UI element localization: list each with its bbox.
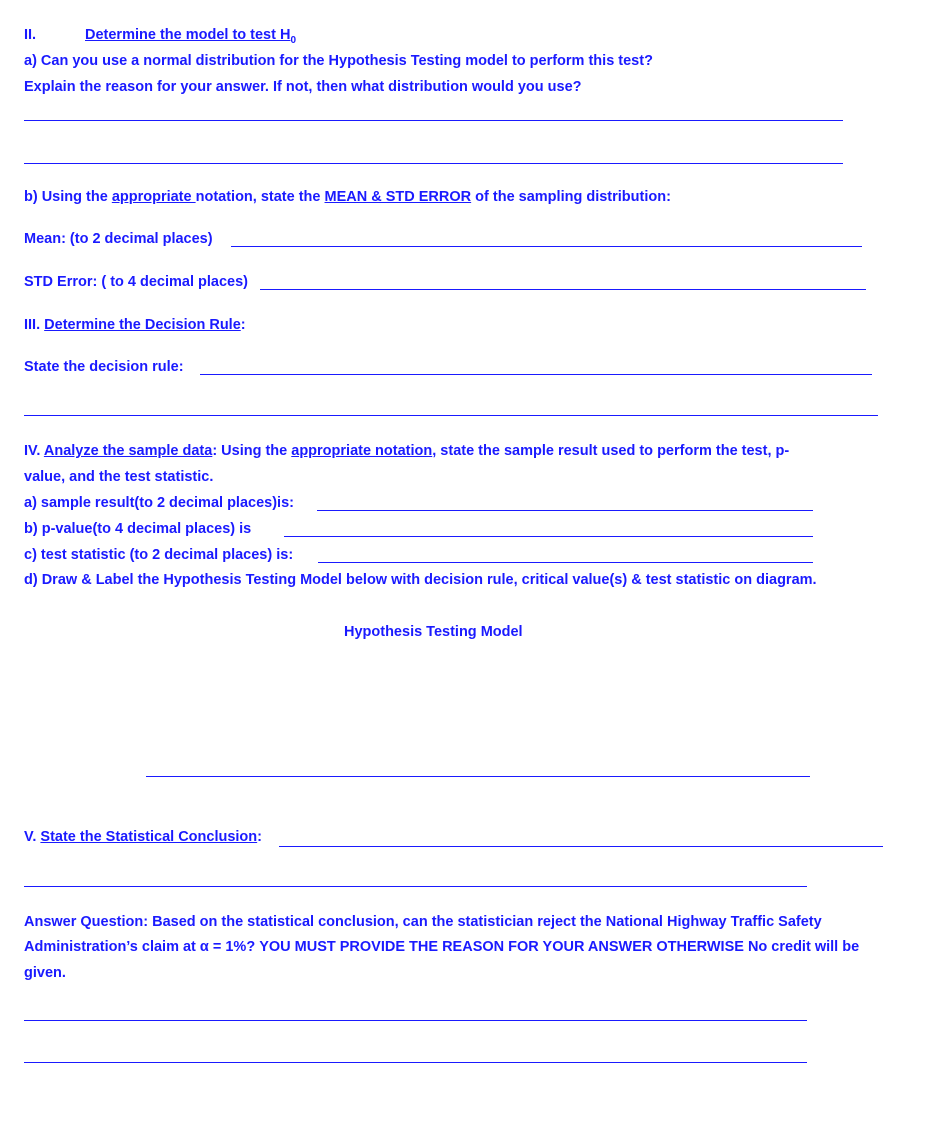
decision-rule-answer-line[interactable] bbox=[200, 374, 872, 375]
p-value-label: b) p-value(to 4 decimal places) is bbox=[24, 521, 252, 537]
section-5-heading: V. State the Statistical Conclusion: bbox=[24, 829, 262, 845]
conclusion-answer-line-2[interactable] bbox=[24, 886, 807, 887]
section-4-roman: IV. bbox=[24, 443, 44, 459]
final-answer-line-2[interactable] bbox=[24, 1062, 807, 1063]
section-5-roman: V. bbox=[24, 829, 41, 845]
answer-question-line-2: Administration’s claim at α = 1%? YOU MUST PROVIDE THE REASON FOR YOUR ANSWER OTHERWISE No credit will be bbox=[24, 939, 860, 955]
section-5-title: State the Statistical Conclusion bbox=[40, 829, 258, 845]
decision-rule-answer-line-2[interactable] bbox=[24, 415, 878, 416]
p-value-answer-line[interactable] bbox=[284, 536, 813, 537]
section-4-heading: IV. Analyze the sample data: Using the appropriate notation, state the sample result used to perform the test, p- bbox=[24, 443, 790, 459]
model-baseline[interactable] bbox=[146, 776, 810, 777]
question-a-line-2: Explain the reason for your answer. If not, then what distribution would you use? bbox=[24, 79, 582, 95]
section-2-title bbox=[85, 26, 296, 50]
question-a-line-1: a) Can you use a normal distribution for the Hypothesis Testing model to perform this test? bbox=[24, 53, 653, 69]
mean-std-error-link: MEAN & STD ERROR bbox=[324, 189, 472, 205]
answer-line-a-1[interactable] bbox=[24, 120, 843, 121]
section-2-title-subscript: 0 bbox=[290, 34, 297, 46]
final-answer-line-1[interactable] bbox=[24, 1020, 807, 1021]
appropriate-notation-link: appropriate notation bbox=[291, 443, 433, 459]
section-3-heading: III. Determine the Decision Rule: bbox=[24, 317, 246, 333]
mean-answer-line[interactable] bbox=[231, 246, 862, 247]
test-statistic-answer-line[interactable] bbox=[318, 562, 813, 563]
answer-question-line-1: Answer Question: Based on the statistical conclusion, can the statistician reject the National Highway Traffic Safety bbox=[24, 914, 822, 930]
std-error-answer-line[interactable] bbox=[260, 289, 866, 290]
section-2-heading bbox=[24, 26, 36, 44]
question-b: b) Using the appropriate notation, state the MEAN & STD ERROR of the sampling distribution: bbox=[24, 189, 671, 205]
section-3-roman: III. bbox=[24, 317, 45, 333]
section-2-roman: II. bbox=[24, 27, 37, 43]
conclusion-answer-line[interactable] bbox=[279, 846, 883, 847]
section-4-intro-line-2: value, and the test statistic. bbox=[24, 469, 214, 485]
sample-result-label: a) sample result(to 2 decimal places)is: bbox=[24, 495, 294, 511]
section-3-title: Determine the Decision Rule bbox=[44, 317, 241, 333]
answer-question-line-3: given. bbox=[24, 965, 66, 981]
mean-label: Mean: (to 2 decimal places) bbox=[24, 231, 213, 247]
appropriate-link: appropriate bbox=[111, 189, 196, 205]
model-title: Hypothesis Testing Model bbox=[344, 624, 523, 640]
section-4-title: Analyze the sample data bbox=[43, 443, 213, 459]
sample-result-answer-line[interactable] bbox=[317, 510, 813, 511]
std-error-label: STD Error: ( to 4 decimal places) bbox=[24, 274, 249, 290]
decision-rule-label: State the decision rule: bbox=[24, 359, 184, 375]
draw-model-instruction: d) Draw & Label the Hypothesis Testing Model below with decision rule, critical value(s) & test statistic on diagram. bbox=[24, 572, 817, 588]
test-statistic-label: c) test statistic (to 2 decimal places) is: bbox=[24, 547, 294, 563]
answer-line-a-2[interactable] bbox=[24, 163, 843, 164]
section-2-title-text: Determine the model to test $H_0$ bbox=[85, 27, 297, 46]
